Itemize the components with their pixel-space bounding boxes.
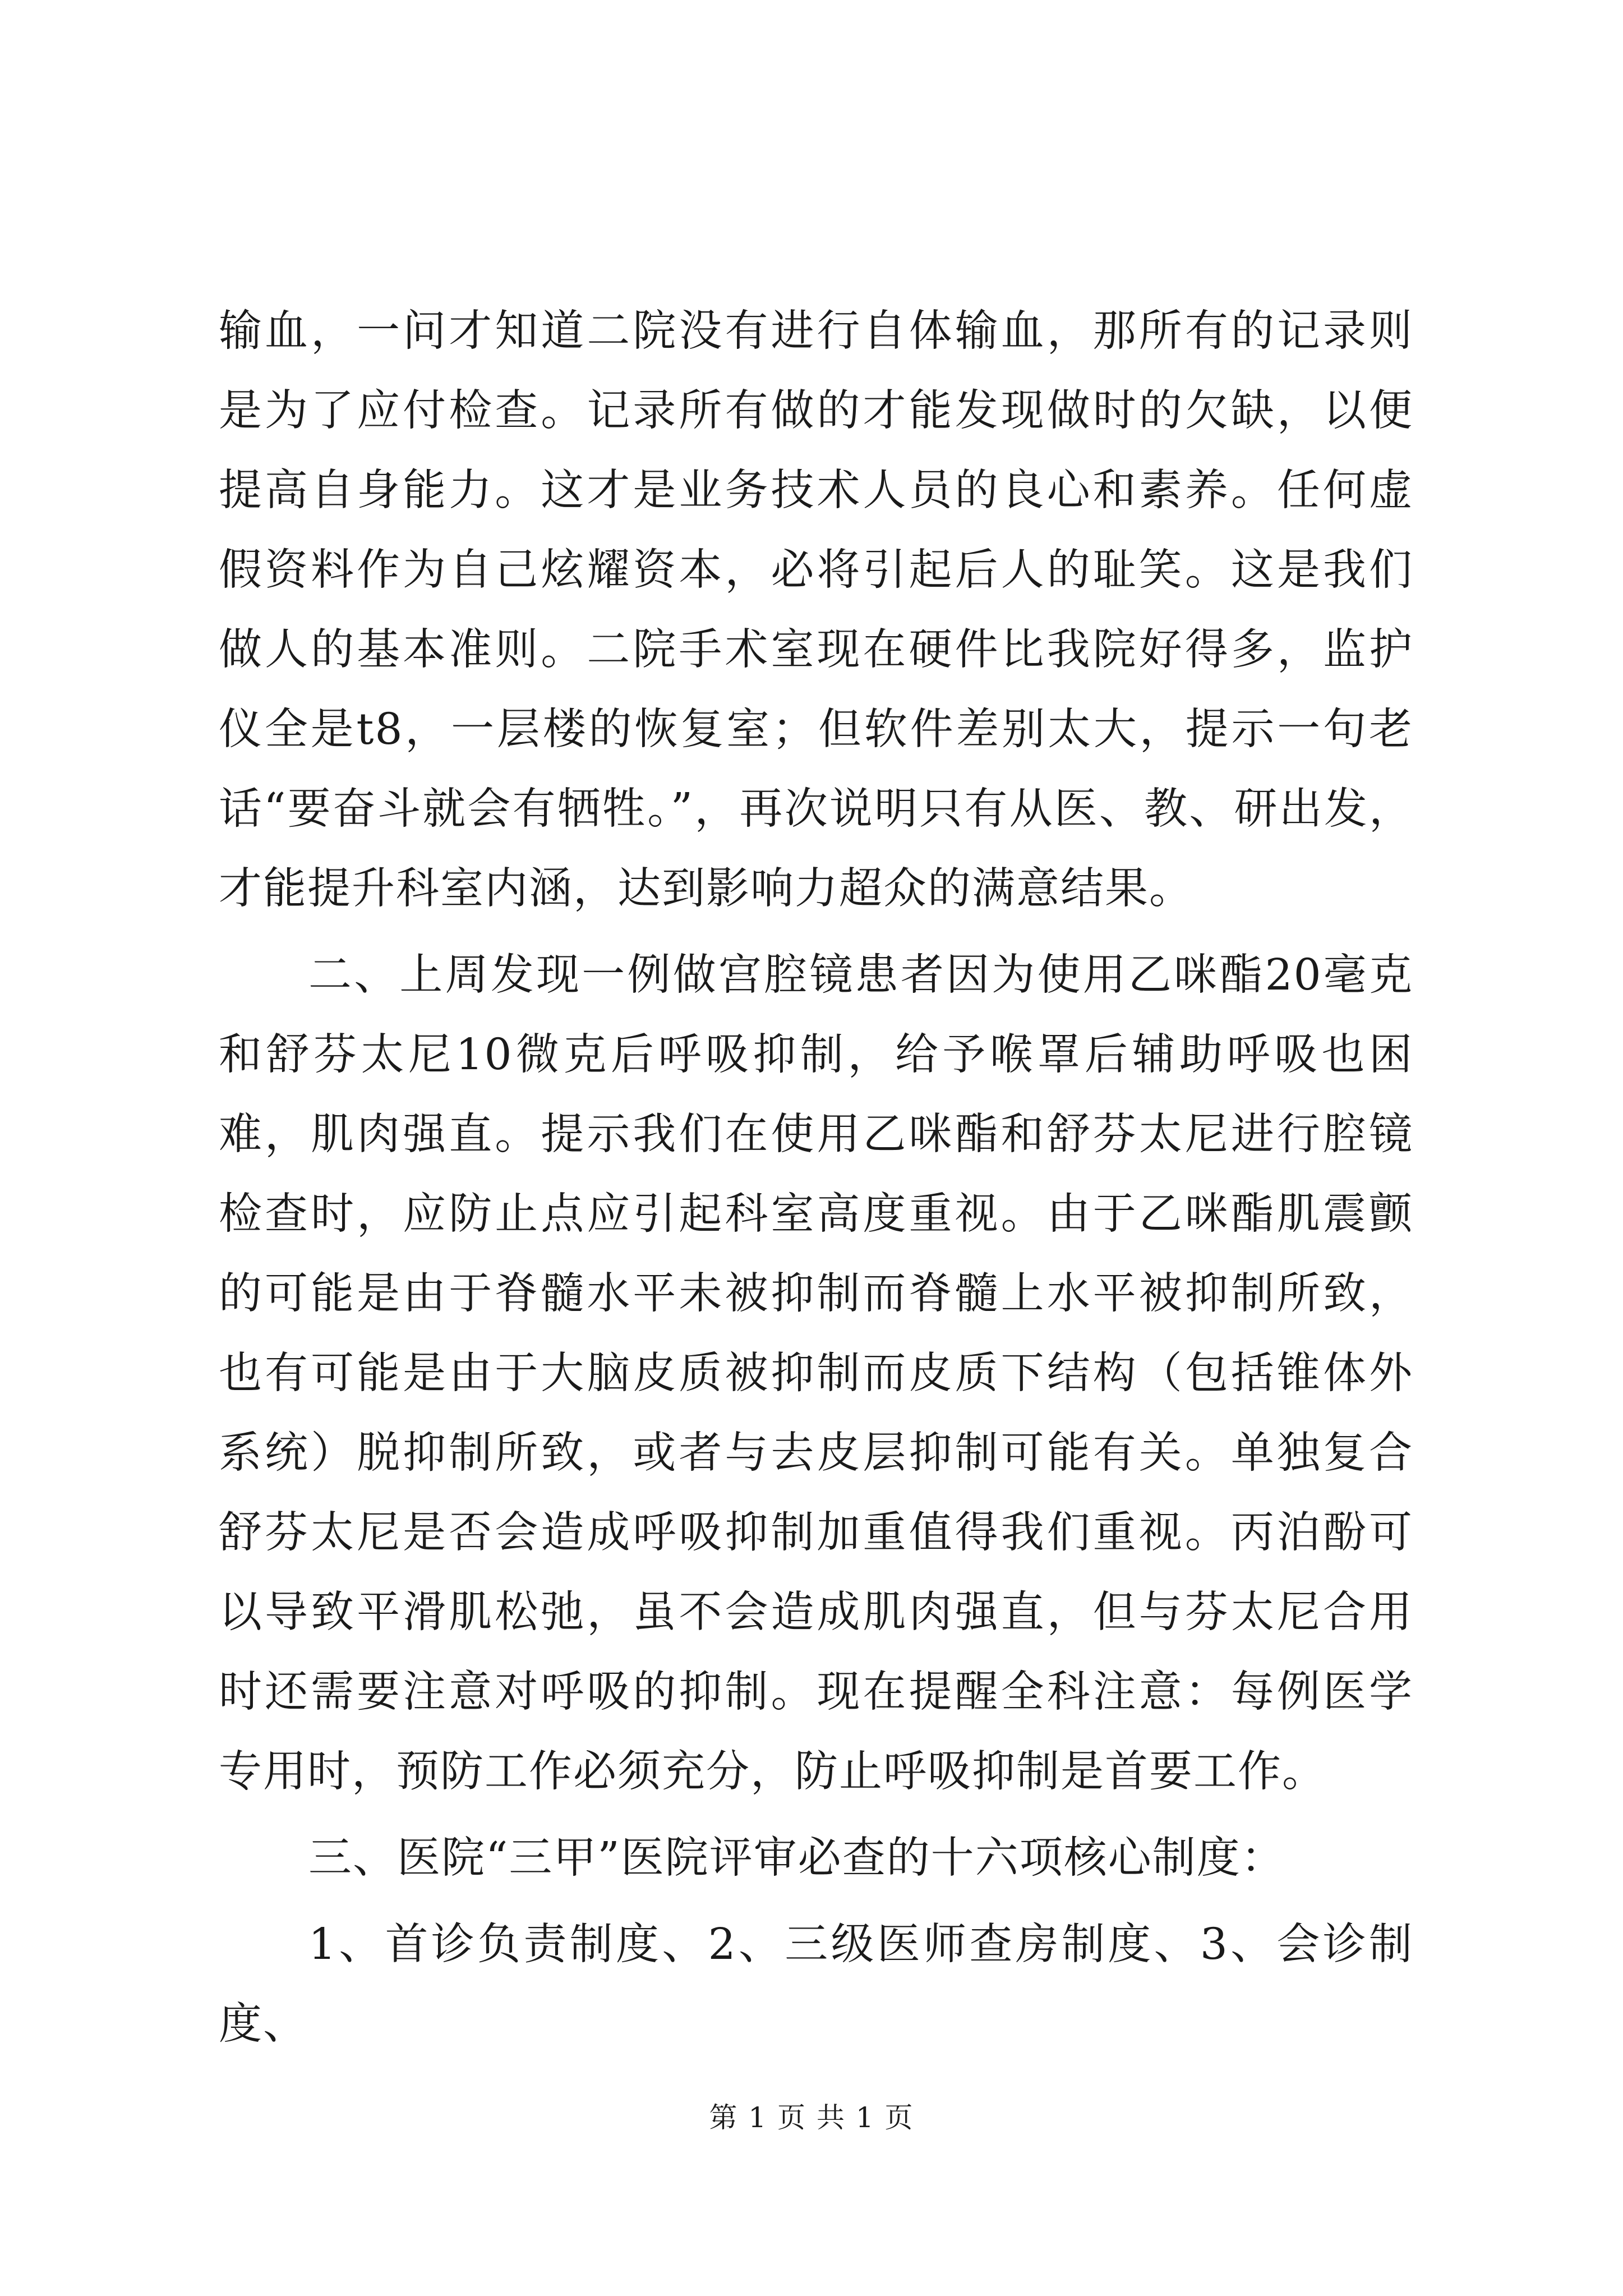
page-footer: 第 1 页 共 1 页 [709,2101,914,2134]
paragraph-section-three-heading: 三、医院“三甲”医院评审必查的十六项核心制度： [308,1833,1285,1883]
paragraph-section-two: 二、上周发现一例做宫腔镜患者因为使用乙咪酯20毫克和舒芬太尼10微克后呼吸抑制，给予喉罩后辅助呼吸也困难，肌肉强直。提示我们在使用乙咪酯和舒芬太尼进行腔镜检查时，应防止点应引起科室高度重视。由于乙咪酯肌震颤的可能是由于脊髓水平未被抑制而脊髓上水平被抑制所致，也有可能是由于大脑皮质被抑制而皮质下结构（包括锥体外系统）脱抑制所致，或者与去皮层抑制可能有关。单独复合舒芬太尼是否会造成呼吸抑制加重值得我们重视。丙泊酚可以导致平滑肌松弛，虽不会造成肌肉强直，但与芬太尼合用时还需要注意对呼吸的抑制。现在提醒全科注意：每例医学专用时，预防工作必须充分，防止呼吸抑制是首要工作。 [219,950,1413,1797]
paragraph-continuation: 输血，一问才知道二院没有进行自体输血，那所有的记录则是为了应付检查。记录所有做的才能发现做时的欠缺，以便提高自身能力。这才是业务技术人员的良心和素养。任何虚假资料作为自己炫耀资本，必将引起后人的耻笑。这是我们做人的基本准则。二院手术室现在硬件比我院好得多，监护仪全是t8，一层楼的恢复室；但软件差别太大，提示一句老话“要奋斗就会有牺牲。”，再次说明只有从医、教、研出发，才能提升科室内涵，达到影响力超众的满意结果。 [219,306,1413,914]
paragraph-core-systems-list: 1、首诊负责制度、2、三级医师查房制度、3、会诊制度、 [219,1920,1413,2049]
document-body [219,292,1413,2064]
